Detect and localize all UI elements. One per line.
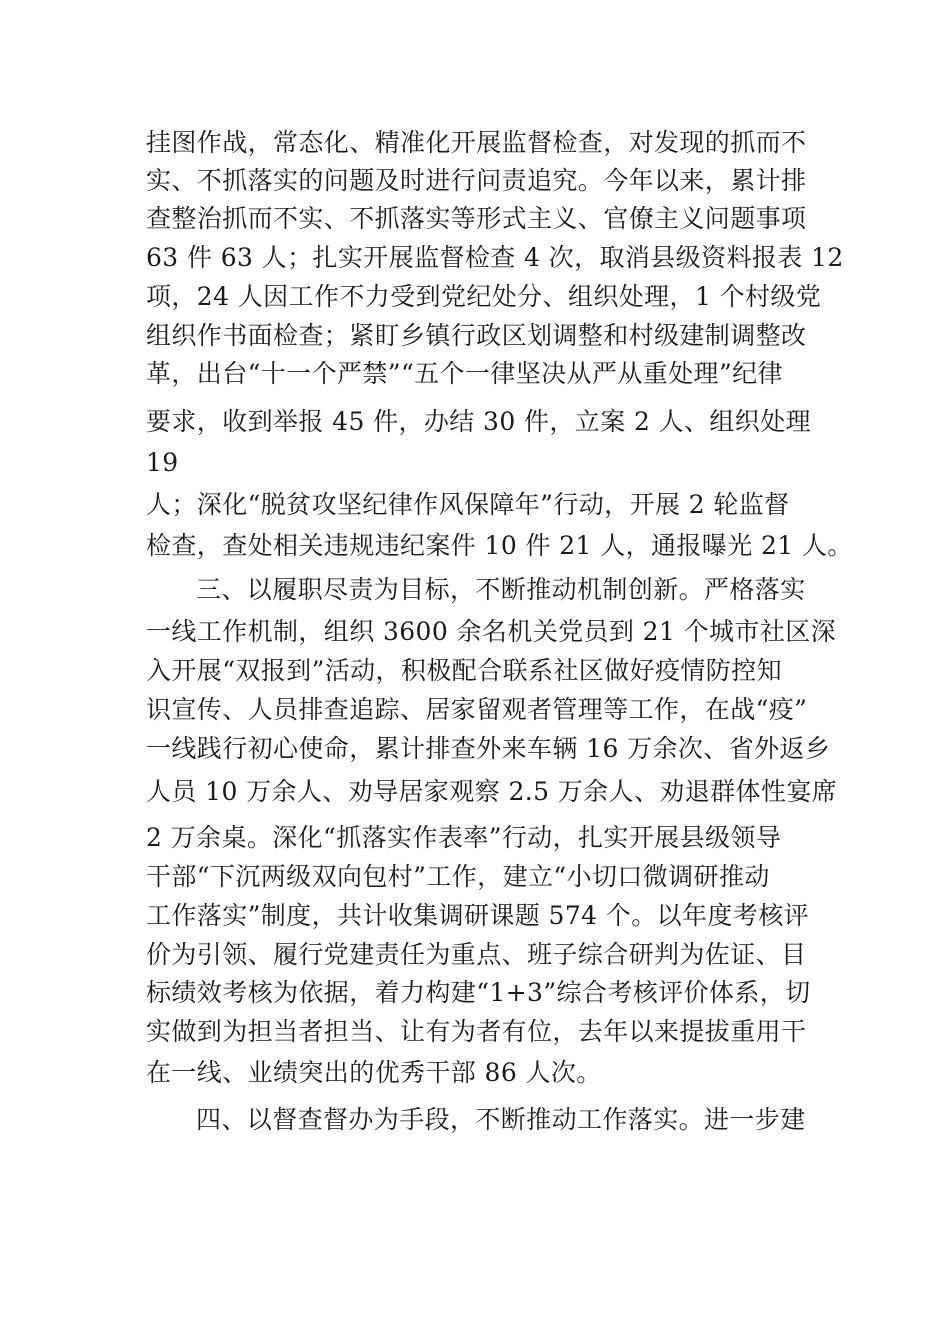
text-line: 查整治抓而不实、不抓落实等形式主义、官僚主义问题事项 [146, 204, 807, 233]
text-line: 入开展“双报到”活动，积极配合联系社区做好疫情防控知 [146, 656, 782, 685]
text-line: 价为引领、履行党建责任为重点、班子综合研判为佐证、目 [146, 940, 807, 969]
text-line: 一线践行初心使命，累计排查外来车辆 16 万余次、省外返乡 [146, 734, 831, 763]
text-line: 标绩效考核为依据，着力构建“1+3”综合考核评价体系，切 [146, 978, 811, 1007]
text-line: 一线工作机制，组织 3600 余名机关党员到 21 个城市社区深 [146, 617, 837, 646]
paragraph-heading-line: 四、以督查督办为手段，不断推动工作落实。进一步建 [196, 1105, 806, 1134]
text-line: 2 万余桌。深化“抓落实作表率”行动，扎实开展县级领导 [146, 823, 782, 852]
text-line: 人员 10 万余人、劝导居家观察 2.5 万余人、劝退群体性宴席 [146, 777, 838, 806]
text-line: 实做到为担当者担当、让有为者有位，去年以来提拔重用干 [146, 1017, 807, 1046]
text-line: 人；深化“脱贫攻坚纪律作风保障年”行动，开展 2 轮监督 [146, 490, 790, 519]
text-line: 要求，收到举报 45 件，办结 30 件，立案 2 人、组织处理 [146, 407, 812, 436]
paragraph-heading-line: 三、以履职尽责为目标，不断推动机制创新。严格落实 [196, 575, 806, 604]
text-line: 组织作书面检查；紧盯乡镇行政区划调整和村级建制调整改 [146, 321, 807, 350]
text-line: 挂图作战，常态化、精准化开展监督检查，对发现的抓而不 [146, 128, 807, 157]
text-line: 在一线、业绩突出的优秀干部 86 人次。 [146, 1058, 602, 1087]
text-line: 革，出台“十一个严禁”“五个一律坚决从严从重处理”纪律 [146, 359, 783, 388]
text-line: 检查，查处相关违规违纪案件 10 件 21 人，通报曝光 21 人。 [146, 531, 853, 560]
text-line: 63 件 63 人；扎实开展监督检查 4 次，取消县级资料报表 12 [146, 243, 844, 272]
text-line: 识宣传、人员排查追踪、居家留观者管理等工作，在战“疫” [146, 695, 808, 724]
text-line: 工作落实”制度，共计收集调研课题 574 个。以年度考核评 [146, 901, 809, 930]
text-line: 19 [146, 448, 179, 477]
text-line: 干部“下沉两级双向包村”工作，建立“小切口微调研推动 [146, 862, 770, 891]
text-line: 项，24 人因工作不力受到党纪处分、组织处理，1 个村级党 [146, 282, 822, 311]
text-line: 实、不抓落实的问题及时进行问责追究。今年以来，累计排 [146, 166, 807, 195]
